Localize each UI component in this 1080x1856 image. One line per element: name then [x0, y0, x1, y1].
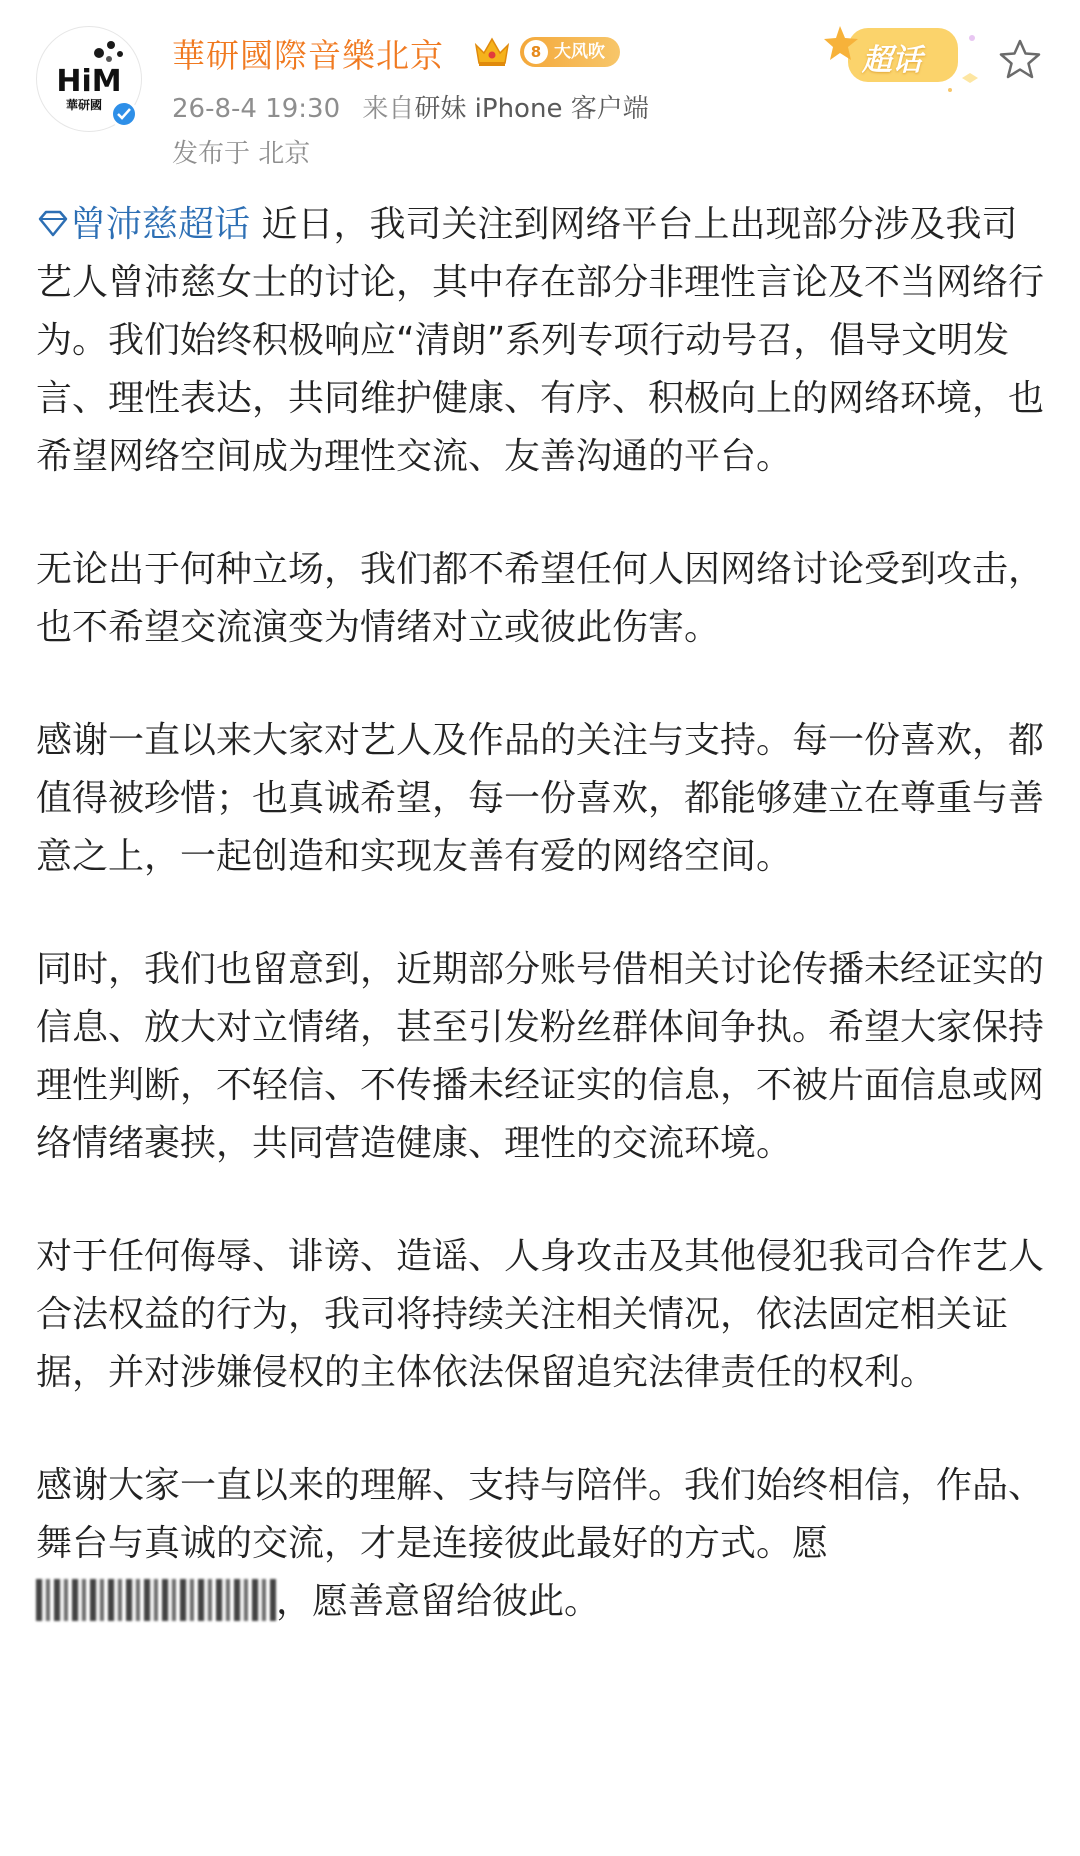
supertopic-badge[interactable]	[822, 18, 998, 102]
verified-icon	[110, 100, 138, 128]
paragraph-6-text-b: ，愿善意留给彼此。	[276, 1581, 601, 1622]
paragraph-6-text-a: 感谢大家一直以来的理解、支持与陪伴。我们始终相信，作品、舞台与真诚的交流，才是连接彼此最好的方式。愿	[36, 1465, 1045, 1564]
member-level-badge[interactable]	[520, 37, 620, 67]
paragraph-1	[36, 196, 1046, 486]
paragraph-6	[36, 1457, 1046, 1631]
supertopic-link[interactable]	[36, 204, 250, 245]
logo-text: HiM	[56, 64, 122, 99]
supertopic-label: 超话	[862, 43, 922, 78]
source-prefix: 来自	[362, 94, 415, 124]
post-meta	[172, 88, 649, 125]
paragraph-4: 同时，我们也留意到，近期部分账号借相关讨论传播未经证实的信息、放大对立情绪，甚至引发粉丝群体间争执。希望大家保持理性判断，不轻信、不传播未经证实的信息，不被片面信息或网络情绪裹挟，共同营造健康、理性的交流环境。	[36, 949, 1045, 1164]
logo-subtext: 華研國	[65, 98, 103, 112]
paragraph-2: 无论出于何种立场，我们都不希望任何人因网络讨论受到攻击，也不希望交流演变为情绪对立或彼此伤害。	[36, 549, 1045, 648]
obscured-text	[36, 1579, 276, 1621]
client-name[interactable]: 研妹 iPhone 客户端	[414, 94, 649, 124]
crown-icon	[472, 33, 512, 69]
level-number: 8	[524, 40, 548, 64]
star-icon[interactable]	[998, 38, 1042, 80]
post-location: 发布于 北京	[172, 139, 311, 169]
supertopic-link-text: 曾沛慈超话	[70, 204, 251, 245]
paragraph-1-text: 近日，我司关注到网络平台上出现部分涉及我司艺人曾沛慈女士的讨论，其中存在部分非理性言论及不当网络行为。我们始终积极响应“清朗”系列专项行动号召，倡导文明发言、理性表达，共同维护健康、有序、积极向上的网络环境，也希望网络空间成为理性交流、友善沟通的平台。	[36, 204, 1045, 477]
post-body	[36, 196, 1046, 1686]
account-name[interactable]: 華研國際音樂北京	[172, 36, 444, 75]
diamond-topic-icon	[36, 209, 70, 239]
post-time: 26-8-4 19:30	[172, 94, 341, 124]
paragraph-5: 对于任何侮辱、诽谤、造谣、人身攻击及其他侵犯我司合作艺人合法权益的行为，我司将持续关注相关情况，依法固定相关证据，并对涉嫌侵权的主体依法保留追究法律责任的权利。	[36, 1236, 1045, 1393]
paragraph-3: 感谢一直以来大家对艺人及作品的关注与支持。每一份喜欢，都值得被珍惜；也真诚希望，每一份喜欢，都能够建立在尊重与善意之上，一起创造和实现友善有爱的网络空间。	[36, 720, 1045, 877]
level-label: 大风吹	[554, 42, 605, 62]
post-header	[0, 0, 1080, 175]
